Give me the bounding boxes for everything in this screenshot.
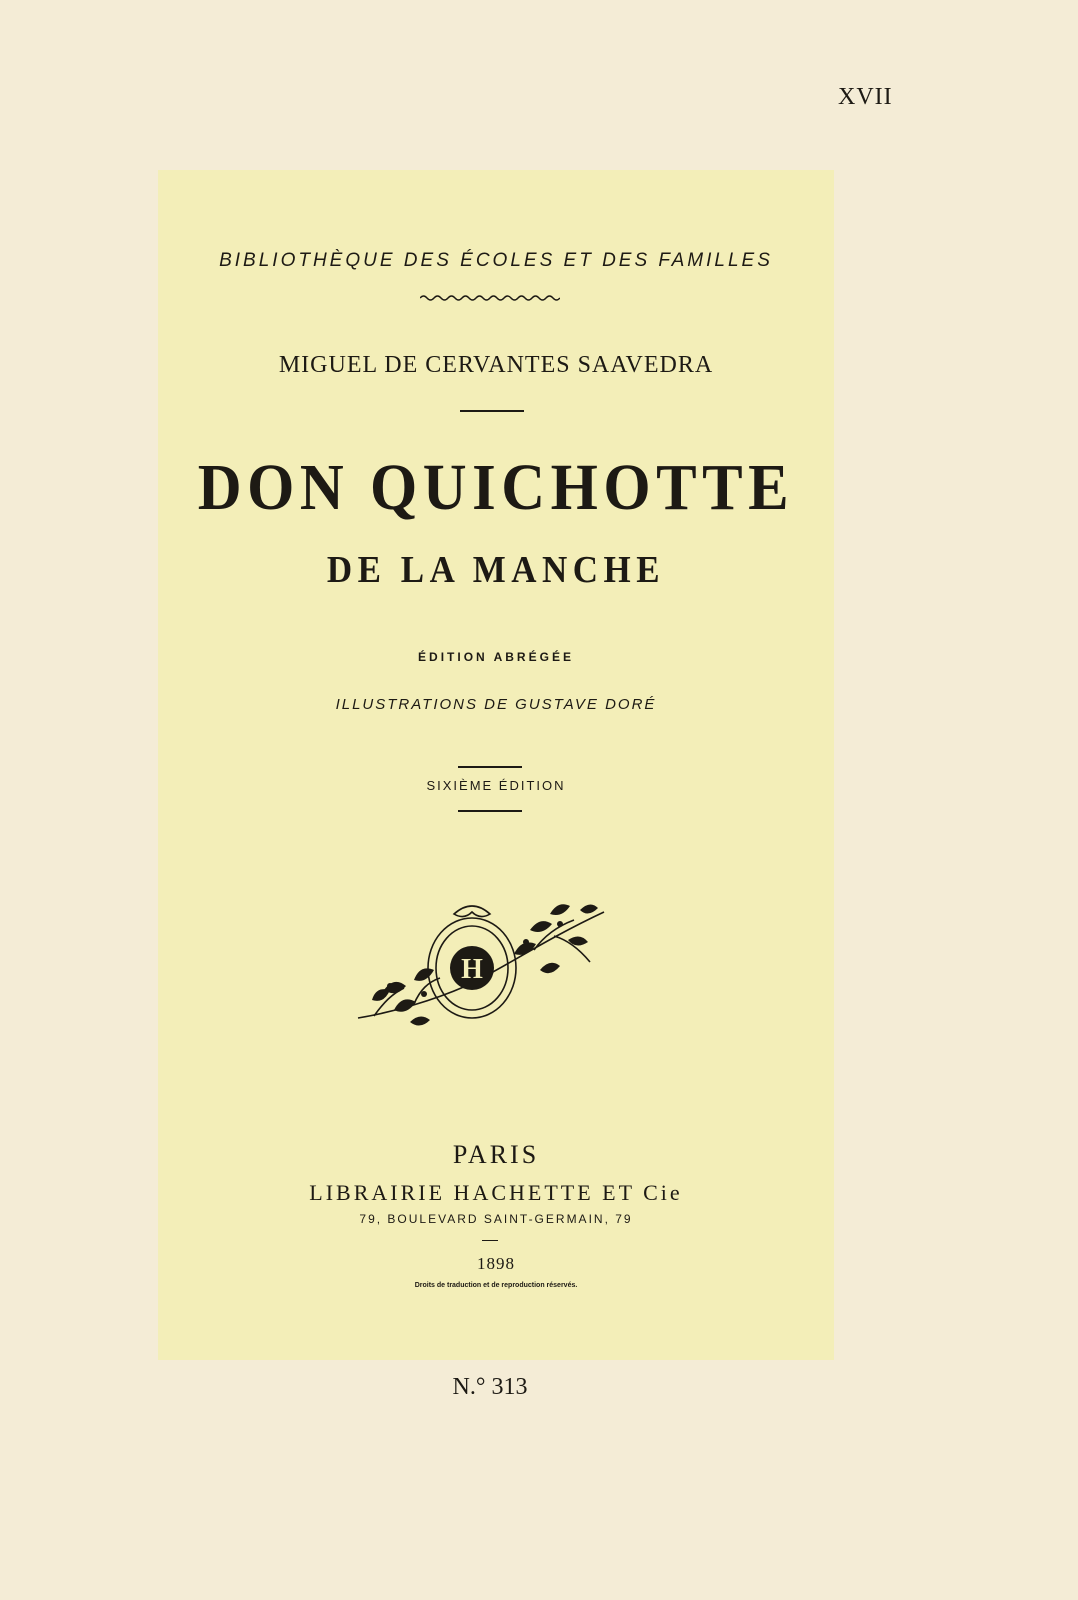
copy-number: N.° 313 [452, 1374, 528, 1400]
title-page-plate [158, 170, 834, 1360]
book-subtitle: DE LA MANCHE [326, 549, 666, 591]
publisher-emblem-icon [354, 890, 616, 1040]
author-name: MIGUEL DE CERVANTES SAAVEDRA [278, 352, 714, 378]
wavy-rule [420, 294, 560, 302]
divider-rule [460, 410, 524, 412]
edition-note: ÉDITION ABRÉGÉE [418, 650, 574, 664]
book-title: DON QUICHOTTE [197, 451, 795, 524]
imprint-address: 79, BOULEVARD SAINT-GERMAIN, 79 [359, 1212, 633, 1226]
imprint-publisher: LIBRAIRIE HACHETTE ET Cie [309, 1180, 683, 1205]
emblem-monogram: H [461, 954, 483, 985]
illustrations-credit: ILLUSTRATIONS DE GUSTAVE DORÉ [335, 696, 657, 713]
rights-notice: Droits de traduction et de reproduction réservés. [414, 1282, 578, 1289]
imprint-city: PARIS [452, 1140, 540, 1169]
divider-rule [458, 810, 522, 812]
edition-number: SIXIÈME ÉDITION [426, 778, 566, 793]
page-number: XVII [838, 84, 893, 110]
divider-rule [458, 766, 522, 768]
series-title: BIBLIOTHÈQUE DES ÉCOLES ET DES FAMILLES [219, 250, 773, 271]
imprint-year: 1898 [477, 1254, 515, 1273]
divider-rule [482, 1240, 498, 1241]
